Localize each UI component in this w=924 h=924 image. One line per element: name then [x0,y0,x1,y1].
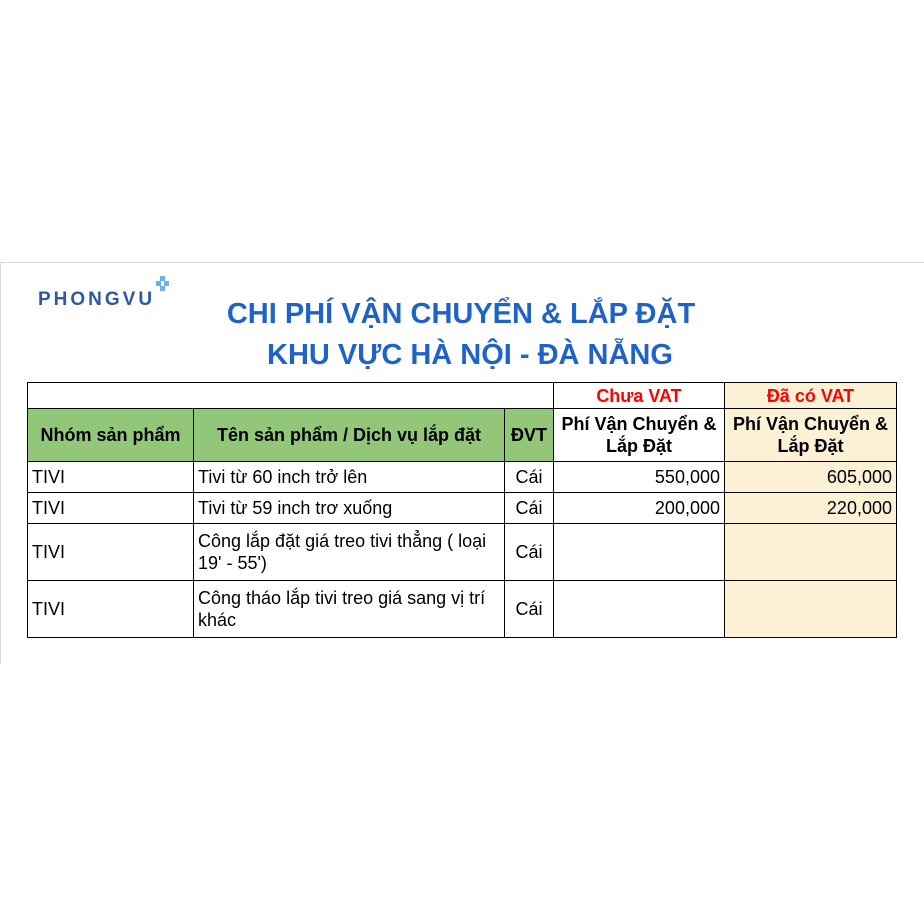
table-row [28,581,897,638]
fee-table [27,382,897,638]
header-name: Tên sản phẩm / Dịch vụ lắp đặt [194,409,505,462]
cell-name: Tivi từ 59 inch trơ xuống [194,493,505,524]
cell-fee-without-vat: 200,000 [554,493,725,524]
with-vat-label: Đã có VAT [725,383,897,409]
cell-group: TIVI [28,524,194,581]
table-row [28,524,897,581]
cell-fee-with-vat: 220,000 [725,493,897,524]
vat-header-row [28,383,897,409]
cell-unit: Cái [505,462,554,493]
cell-fee-with-vat [725,581,897,638]
phongvu-logo [38,289,170,313]
cell-fee-with-vat [725,524,897,581]
column-header-row [28,409,897,462]
cell-group: TIVI [28,581,194,638]
cell-unit: Cái [505,524,554,581]
header-unit: ĐVT [505,409,554,462]
empty-header-cell [28,383,554,409]
cell-group: TIVI [28,493,194,524]
cell-name: Tivi từ 60 inch trở lên [194,462,505,493]
cell-name: Công lắp đặt giá treo tivi thẳng ( loại 19' - 55') [194,524,505,581]
cell-fee-with-vat: 605,000 [725,462,897,493]
cell-fee-without-vat [554,581,725,638]
header-fee-with-vat: Phí Vận Chuyển & Lắp Đặt [725,409,897,462]
cell-fee-without-vat: 550,000 [554,462,725,493]
cell-name: Công tháo lắp tivi treo giá sang vị trí khác [194,581,505,638]
table-row [28,493,897,524]
without-vat-label: Chưa VAT [554,383,725,409]
page-title-line1: CHI PHÍ VẬN CHUYỂN & LẮP ĐẶT [226,298,696,330]
logo-mark-icon [156,276,170,290]
cell-unit: Cái [505,493,554,524]
cell-fee-without-vat [554,524,725,581]
cell-group: TIVI [28,462,194,493]
table-row [28,462,897,493]
header-group: Nhóm sản phẩm [28,409,194,462]
page-title-line2: KHU VỰC HÀ NỘI - ĐÀ NẴNG [267,339,673,371]
header-fee-without-vat: Phí Vận Chuyển & Lắp Đặt [554,409,725,462]
logo-text: PHONGVU [38,289,156,310]
cell-unit: Cái [505,581,554,638]
